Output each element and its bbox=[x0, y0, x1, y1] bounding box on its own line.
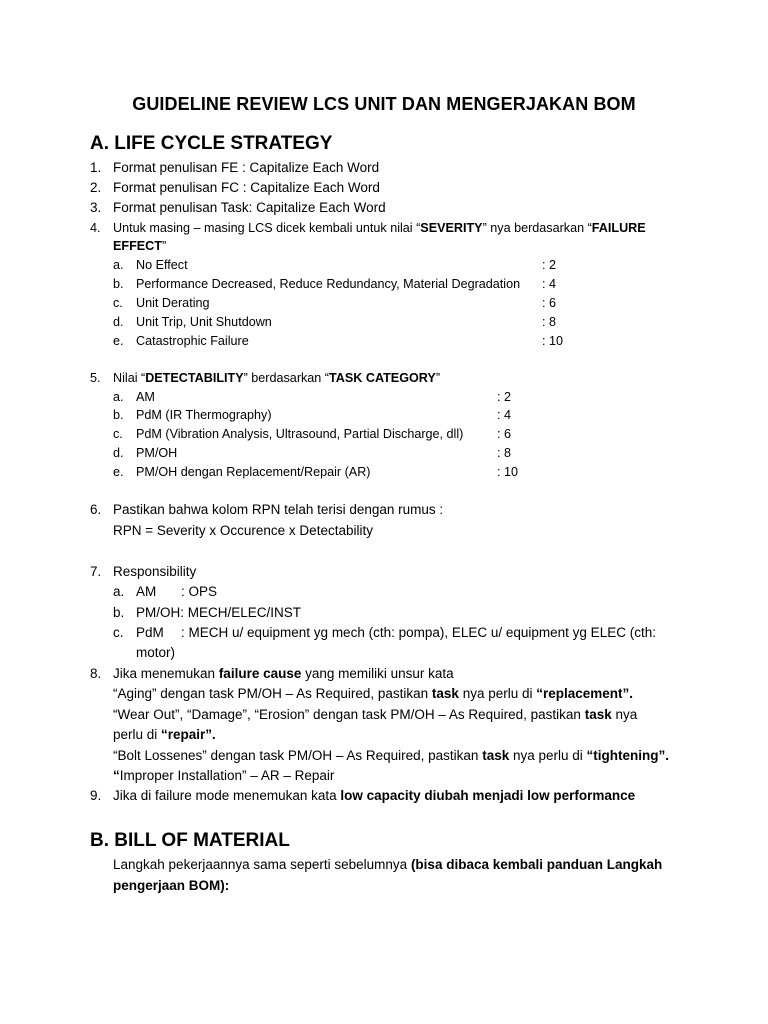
detectability-e-label: PM/OH dengan Replacement/Repair (AR) bbox=[136, 465, 371, 479]
item-6-formula: RPN = Severity x Occurence x Detectability bbox=[113, 523, 373, 538]
detectability-b-letter: b. bbox=[113, 408, 124, 422]
item-5-text: Nilai “DETECTABILITY” berdasarkan “TASK CATEGORY” bbox=[113, 371, 441, 385]
section-b-line-2: pengerjaan BOM): bbox=[113, 878, 230, 893]
detectability-d-label: PM/OH bbox=[136, 446, 178, 460]
responsibility-b-text: PM/OH: MECH/ELEC/INST bbox=[136, 605, 302, 620]
severity-b-label: Performance Decreased, Reduce Redundancy, Material Degradation bbox=[136, 277, 521, 291]
item-7-number: 7. bbox=[90, 564, 102, 579]
responsibility-c-letter: c. bbox=[113, 625, 124, 640]
severity-e-label: Catastrophic Failure bbox=[136, 334, 249, 348]
severity-c-value: : 6 bbox=[542, 296, 557, 310]
item-8-line-1: Jika menemukan failure cause yang memiliki unsur kata bbox=[113, 666, 454, 681]
item-4-line-1: Untuk masing – masing LCS dicek kembali untuk nilai “SEVERITY” nya berdasarkan “FAILURE bbox=[113, 221, 646, 235]
item-7-text: Responsibility bbox=[113, 564, 197, 579]
item-9-text: Jika di failure mode menemukan kata low capacity diubah menjadi low performance bbox=[113, 788, 636, 803]
section-b-line-1: Langkah pekerjaannya sama seperti sebelumnya (bisa dibaca kembali panduan Langkah bbox=[113, 857, 663, 872]
detectability-e-value: : 10 bbox=[497, 465, 519, 479]
severity-a-value: : 2 bbox=[542, 258, 557, 272]
item-4-number: 4. bbox=[90, 221, 101, 235]
item-2-number: 2. bbox=[90, 180, 102, 195]
responsibility-a-value: : OPS bbox=[181, 584, 218, 599]
item-8-number: 8. bbox=[90, 666, 102, 681]
section-a-heading: A. LIFE CYCLE STRATEGY bbox=[90, 133, 333, 154]
section-b-heading: B. BILL OF MATERIAL bbox=[90, 830, 290, 851]
responsibility-c-label: PdM bbox=[136, 625, 164, 640]
item-5-number: 5. bbox=[90, 371, 101, 385]
severity-b-value: : 4 bbox=[542, 277, 557, 291]
item-1-number: 1. bbox=[90, 160, 102, 175]
item-8-line-4: perlu di “repair”. bbox=[113, 727, 216, 742]
severity-d-label: Unit Trip, Unit Shutdown bbox=[136, 315, 272, 329]
item-1-text: Format penulisan FE : Capitalize Each Word bbox=[113, 160, 380, 175]
severity-d-value: : 8 bbox=[542, 315, 557, 329]
detectability-a-label: AM bbox=[136, 390, 155, 404]
detectability-c-value: : 6 bbox=[497, 427, 512, 441]
detectability-b-label: PdM (IR Thermography) bbox=[136, 408, 272, 422]
responsibility-a-label: AM bbox=[136, 584, 157, 599]
item-3-number: 3. bbox=[90, 200, 102, 215]
item-4-line-2: EFFECT” bbox=[113, 239, 167, 253]
item-9-number: 9. bbox=[90, 788, 102, 803]
responsibility-c-line-2: motor) bbox=[136, 645, 176, 660]
severity-a-letter: a. bbox=[113, 258, 124, 272]
detectability-e-letter: e. bbox=[113, 465, 124, 479]
severity-b-letter: b. bbox=[113, 277, 124, 291]
detectability-d-letter: d. bbox=[113, 446, 124, 460]
responsibility-a-letter: a. bbox=[113, 584, 125, 599]
severity-d-letter: d. bbox=[113, 315, 124, 329]
responsibility-b-letter: b. bbox=[113, 605, 125, 620]
item-8-line-5: “Bolt Lossenes” dengan task PM/OH – As Required, pastikan task nya perlu di “tightening”. bbox=[113, 748, 670, 763]
item-6-number: 6. bbox=[90, 502, 102, 517]
detectability-c-label: PdM (Vibration Analysis, Ultrasound, Partial Discharge, dll) bbox=[136, 427, 464, 441]
item-3-text: Format penulisan Task: Capitalize Each Word bbox=[113, 200, 386, 215]
detectability-d-value: : 8 bbox=[497, 446, 512, 460]
detectability-c-letter: c. bbox=[113, 427, 123, 441]
item-2-text: Format penulisan FC : Capitalize Each Word bbox=[113, 180, 380, 195]
item-8-line-3: “Wear Out”, “Damage”, “Erosion” dengan task PM/OH – As Required, pastikan task nya bbox=[113, 707, 638, 722]
detectability-b-value: : 4 bbox=[497, 408, 512, 422]
severity-c-label: Unit Derating bbox=[136, 296, 210, 310]
document-title: GUIDELINE REVIEW LCS UNIT DAN MENGERJAKAN BOM bbox=[132, 94, 636, 114]
item-6-line-1: Pastikan bahwa kolom RPN telah terisi dengan rumus : bbox=[113, 502, 444, 517]
responsibility-c-line-1: : MECH u/ equipment yg mech (cth: pompa), ELEC u/ equipment yg ELEC (cth: bbox=[181, 625, 656, 640]
detectability-a-value: : 2 bbox=[497, 390, 512, 404]
severity-e-value: : 10 bbox=[542, 334, 564, 348]
severity-e-letter: e. bbox=[113, 334, 124, 348]
detectability-a-letter: a. bbox=[113, 390, 124, 404]
severity-a-label: No Effect bbox=[136, 258, 188, 272]
item-8-line-6: “Improper Installation” – AR – Repair bbox=[113, 768, 335, 783]
severity-c-letter: c. bbox=[113, 296, 123, 310]
item-8-line-2: “Aging” dengan task PM/OH – As Required, pastikan task nya perlu di “replacement”. bbox=[113, 686, 634, 701]
